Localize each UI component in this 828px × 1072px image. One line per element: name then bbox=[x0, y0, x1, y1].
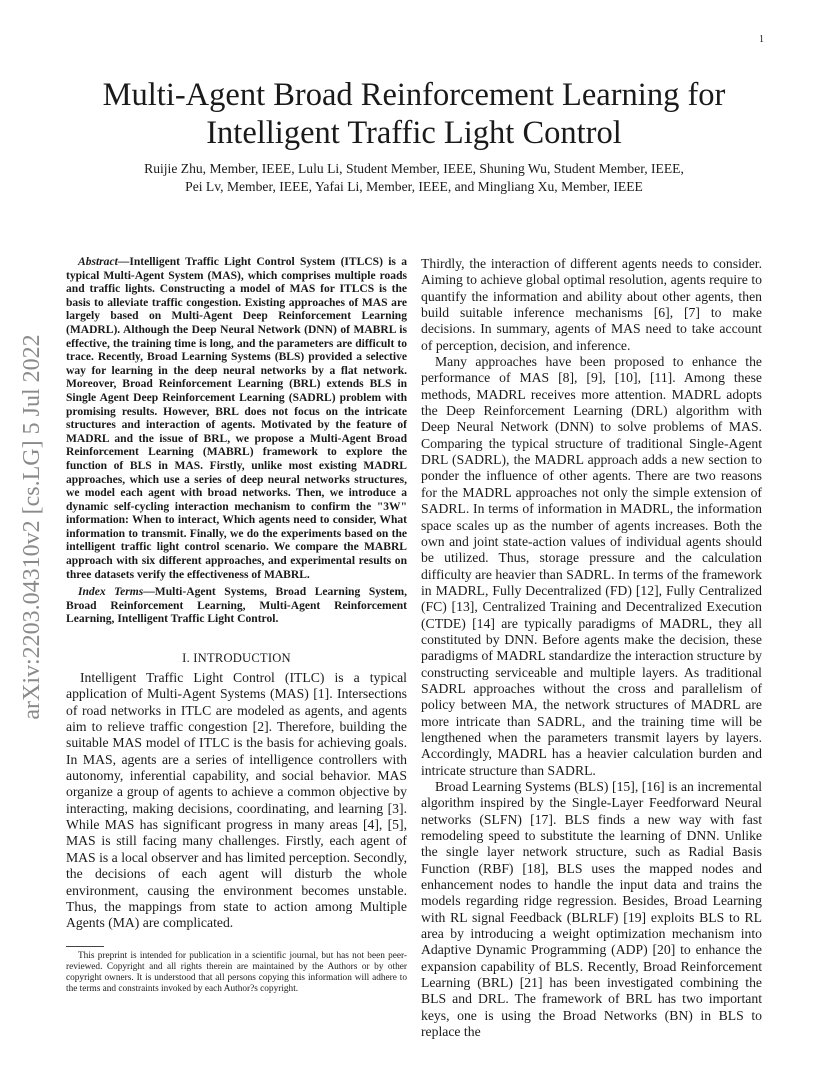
footnote: This preprint is intended for publication in a scientific journal, but has not been peer-reviewed. Copyright and all rights therein are maintained by the Authors or by other copyright owners. It is understood that all persons copying this information will adhere to the terms and constraints invoked by each Author?s copyright. bbox=[66, 950, 407, 994]
author-line-2: Pei Lv, Member, IEEE, Yafai Li, Member, IEEE, and Mingliang Xu, Member, IEEE bbox=[185, 179, 643, 194]
arxiv-stamp: arXiv:2203.04310v2 [cs.LG] 5 Jul 2022 bbox=[19, 334, 45, 720]
body-paragraph: Many approaches have been proposed to enhance the performance of MAS [8], [9], [10], [11]. Among these methods, MADRL receives more attention. MADRL adopts the Deep Reinforcement Learning (DRL) algorithm with Deep Neural Network (DNN) to solve problems of MAS. Comparing the typical structure of traditional Single-Agent DRL (SADRL), the MADRL approach adds a new section to ponder the influence of other agents. There are two reasons for the MADRL approaches not only the simple extension of SADRL. In terms of information in MADRL, the information space scales up as the number of agents increases. Both the own and joint state-action values of individual agents should be utilized. Thus, storage pressure and the calculation difficulty are heavier than SADRL. In terms of the framework in MADRL, Fully Decentralized (FD) [12], Fully Centralized (FC) [13], Centralized Training and Decentralized Execution (CTDE) [14] are typically paradigms of MADRL, they all constituted by DNN. Before agents make the decision, these paradigms of MADRL standardize the interaction structure by constructing serviceable and multiple layers. As traditional SADRL approaches without the cross and parallelism of policy between MA, the network structures of MADRL are more intricate than SADRL, and the training time will be lengthened when the parameters transmit layers by layers. Accordingly, MADRL has a heavier calculation burden and intricate structure than SADRL. bbox=[421, 354, 762, 778]
abstract bbox=[66, 256, 407, 582]
section-heading: I. INTRODUCTION bbox=[182, 651, 291, 666]
index-terms-text: —Multi-Agent Systems, Broad Learning System, Broad Reinforcement Learning, Multi-Agent Reinforcement Learning, Intelligent Traffic Light Control. bbox=[66, 586, 407, 626]
intro-paragraph: Intelligent Traffic Light Control (ITLC) is a typical application of Multi-Agent Systems (MAS) [1]. Intersections of road networks in ITLC are modeled as agents, and agents aim to relieve traffic congestion [2]. Therefore, building the suitable MAS model of ITLC is the basis for achieving goals. In MAS, agents are a series of intelligence controllers with autonomy, inferential capability, and social behavior. MAS organize a group of agents to achieve a common objective by interacting, making decisions, coordinating, and learning [3]. While MAS has significant progress in many areas [4], [5], MAS is still facing many challenges. Firstly, each agent of MAS is a local observer and has limited perception. Secondly, the decisions of each agent will disturb the whole environment, causing the environment becomes unstable. Thus, the mappings from state to action among Multiple Agents (MA) are complicated. bbox=[66, 670, 407, 931]
index-terms bbox=[66, 586, 407, 627]
body-paragraph: Broad Learning Systems (BLS) [15], [16] is an incremental algorithm inspired by the Single-Layer Feedforward Neural networks (SLFN) [17]. BLS finds a new way with fast remodeling speed to substitute the learning of DNN. Unlike the single layer network structure, such as Radial Basis Function (RBF) [18], BLS uses the mapped nodes and enhancement nodes to handle the input data and trains the models regarding ridge regression. Besides, Broad Learning with RL signal Feedback (BLRLF) [19] exploits BLS to RL area by introducing a weight optimization mechanism into Adaptive Dynamic Programming (ADP) [20] to enhance the expansion capability of BLS. Recently, Broad Reinforcement Learning (BRL) [21] has been investigated combining the BLS and DRL. The framework of BRL has two important keys, one is using the Broad Networks (BN) in BLS to replace the bbox=[421, 779, 762, 1040]
author-list bbox=[60, 160, 768, 196]
footnote-rule bbox=[66, 946, 104, 947]
body-paragraph: Thirdly, the interaction of different agents needs to consider. Aiming to achieve global optimal resolution, agents require to quantify the information and ability about other agents, then build suitable inference mechanisms [6], [7] to make decisions. In summary, agents of MAS need to take account of perception, decision, and inference. bbox=[421, 256, 762, 353]
paper-title: Multi-Agent Broad Reinforcement Learning for Intelligent Traffic Light Control bbox=[102, 77, 726, 151]
right-column bbox=[421, 256, 762, 1041]
page-number: 1 bbox=[759, 34, 764, 45]
left-column bbox=[66, 256, 407, 995]
abstract-label: Abstract bbox=[78, 256, 118, 268]
abstract-text: —Intelligent Traffic Light Control System (ITLCS) is a typical Multi-Agent System (MAS), which comprises multiple roads and traffic lights. Constructing a model of MAS for ITLCS is the basis to alleviate traffic congestion. Existing approaches of MAS are largely based on Multi-Agent Deep Reinforcement Learning (MADRL). Although the Deep Neural Network (DNN) of MABRL is effective, the training time is long, and the parameters are difficult to trace. Recently, Broad Learning Systems (BLS) provided a selective way for learning in the deep neural networks by a flat network. Moreover, Broad Reinforcement Learning (BRL) extends BLS in Single Agent Deep Reinforcement Learning (SADRL) problem with promising results. However, BRL does not focus on the intricate structures and interaction of agents. Motivated by the feature of MADRL and the issue of BRL, we propose a Multi-Agent Broad Reinforcement Learning (MABRL) framework to explore the function of BLS in MAS. Firstly, unlike most existing MADRL approaches, which use a series of deep neural networks structures, we model each agent with broad networks. Then, we introduce a dynamic self-cycling interaction mechanism to confirm the "3W" information: When to interact, Which agents need to consider, What information to transmit. Finally, we do the experiments based on the intelligent traffic light control scenario. We compare the MABRL approach with six different approaches, and experimental results on three datasets verify the effectiveness of MABRL. bbox=[66, 256, 407, 581]
index-terms-label: Index Terms bbox=[78, 586, 144, 599]
author-line-1: Ruijie Zhu, Member, IEEE, Lulu Li, Student Member, IEEE, Shuning Wu, Student Member, IEEE, bbox=[144, 161, 684, 176]
